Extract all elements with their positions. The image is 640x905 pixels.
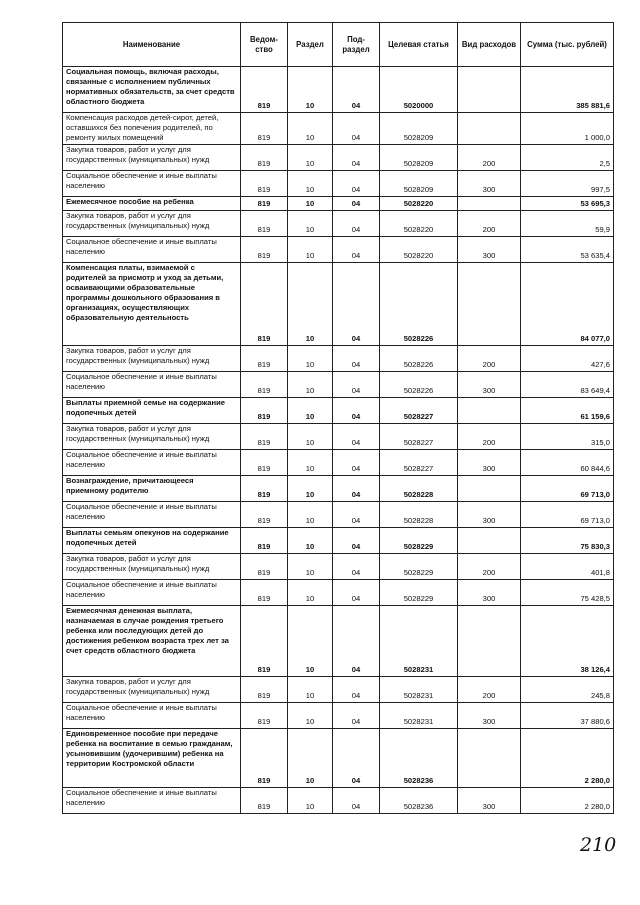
table-row: [63, 502, 614, 528]
cell-exptype: [458, 263, 521, 346]
cell-subsection: 04: [333, 113, 380, 145]
cell-section: 10: [288, 528, 333, 554]
cell-target: 5028226: [380, 346, 458, 372]
cell-exptype: 300: [458, 171, 521, 197]
cell-sum: 2 280,0: [521, 788, 614, 814]
cell-target: 5028209: [380, 113, 458, 145]
header-exptype: Вид расходов: [458, 23, 521, 67]
table-row: [63, 237, 614, 263]
cell-section: 10: [288, 424, 333, 450]
cell-dept: 819: [241, 502, 288, 528]
cell-sum: 2,5: [521, 145, 614, 171]
cell-dept: 819: [241, 729, 288, 788]
cell-section: 10: [288, 476, 333, 502]
header-sum: Сумма (тыс. рублей): [521, 23, 614, 67]
cell-sum: 1 000,0: [521, 113, 614, 145]
cell-dept: 819: [241, 171, 288, 197]
cell-subsection: 04: [333, 476, 380, 502]
cell-exptype: 200: [458, 211, 521, 237]
cell-sum: 315,0: [521, 424, 614, 450]
table-row: [63, 729, 614, 788]
cell-sum: 997,5: [521, 171, 614, 197]
cell-subsection: 04: [333, 502, 380, 528]
cell-section: 10: [288, 171, 333, 197]
cell-name: Закупка товаров, работ и услуг для государственных (муниципальных) нужд: [63, 211, 241, 237]
cell-sum: 75 830,3: [521, 528, 614, 554]
cell-target: 5028228: [380, 476, 458, 502]
cell-subsection: 04: [333, 145, 380, 171]
cell-name: Социальное обеспечение и иные выплаты населению: [63, 171, 241, 197]
cell-section: 10: [288, 606, 333, 677]
cell-subsection: 04: [333, 211, 380, 237]
table-row: [63, 788, 614, 814]
cell-section: 10: [288, 450, 333, 476]
cell-section: 10: [288, 237, 333, 263]
table-row: [63, 677, 614, 703]
cell-name: Закупка товаров, работ и услуг для государственных (муниципальных) нужд: [63, 145, 241, 171]
cell-sum: 401,8: [521, 554, 614, 580]
cell-dept: 819: [241, 372, 288, 398]
header-name: Наименование: [63, 23, 241, 67]
cell-section: 10: [288, 67, 333, 113]
cell-sum: 37 880,6: [521, 703, 614, 729]
cell-name: Социальное обеспечение и иные выплаты населению: [63, 788, 241, 814]
cell-target: 5028226: [380, 263, 458, 346]
cell-target: 5028227: [380, 424, 458, 450]
cell-sum: 2 280,0: [521, 729, 614, 788]
cell-exptype: [458, 398, 521, 424]
table-header-row: [63, 23, 614, 67]
cell-name: Социальное обеспечение и иные выплаты населению: [63, 703, 241, 729]
cell-name: Выплаты семьям опекунов на содержание подопечных детей: [63, 528, 241, 554]
cell-subsection: 04: [333, 554, 380, 580]
cell-target: 5028229: [380, 580, 458, 606]
cell-exptype: 300: [458, 502, 521, 528]
cell-name: Вознаграждение, причитающееся приемному родителю: [63, 476, 241, 502]
cell-name: Социальное обеспечение и иные выплаты населению: [63, 372, 241, 398]
budget-table: [62, 22, 614, 814]
cell-dept: 819: [241, 398, 288, 424]
cell-exptype: 300: [458, 450, 521, 476]
cell-section: 10: [288, 502, 333, 528]
cell-sum: 245,8: [521, 677, 614, 703]
cell-dept: 819: [241, 145, 288, 171]
cell-exptype: [458, 606, 521, 677]
cell-dept: 819: [241, 554, 288, 580]
table-row: [63, 263, 614, 346]
cell-section: 10: [288, 263, 333, 346]
cell-target: 5028229: [380, 554, 458, 580]
cell-dept: 819: [241, 211, 288, 237]
cell-name: Единовременное пособие при передаче ребенка на воспитание в семью гражданам, усыновившим (удочерившим) ребенка на территории Костромской области: [63, 729, 241, 788]
cell-target: 5028220: [380, 211, 458, 237]
cell-name: Социальное обеспечение и иные выплаты населению: [63, 502, 241, 528]
cell-subsection: 04: [333, 67, 380, 113]
cell-target: 5028229: [380, 528, 458, 554]
cell-subsection: 04: [333, 372, 380, 398]
cell-target: 5028209: [380, 171, 458, 197]
cell-dept: 819: [241, 788, 288, 814]
cell-target: 5028227: [380, 450, 458, 476]
cell-sum: 75 428,5: [521, 580, 614, 606]
cell-name: Ежемесячное пособие на ребенка: [63, 197, 241, 211]
cell-target: 5028231: [380, 677, 458, 703]
cell-section: 10: [288, 113, 333, 145]
table-row: [63, 67, 614, 113]
cell-section: 10: [288, 554, 333, 580]
cell-subsection: 04: [333, 237, 380, 263]
cell-dept: 819: [241, 606, 288, 677]
table-body: [63, 67, 614, 814]
cell-section: 10: [288, 580, 333, 606]
cell-exptype: [458, 113, 521, 145]
cell-name: Компенсация платы, взимаемой с родителей за присмотр и уход за детьми, осваивающими образовательные программы дошкольного образования в организациях, осуществляющих образовательную деятельность: [63, 263, 241, 346]
table-row: [63, 476, 614, 502]
cell-subsection: 04: [333, 528, 380, 554]
cell-dept: 819: [241, 424, 288, 450]
cell-target: 5028231: [380, 703, 458, 729]
cell-target: 5028236: [380, 788, 458, 814]
cell-sum: 61 159,6: [521, 398, 614, 424]
cell-exptype: [458, 67, 521, 113]
cell-dept: 819: [241, 237, 288, 263]
cell-subsection: 04: [333, 424, 380, 450]
cell-section: 10: [288, 145, 333, 171]
cell-subsection: 04: [333, 677, 380, 703]
header-target: Целевая статья: [380, 23, 458, 67]
cell-sum: 385 881,6: [521, 67, 614, 113]
table-row: [63, 113, 614, 145]
cell-exptype: 200: [458, 145, 521, 171]
cell-section: 10: [288, 788, 333, 814]
cell-sum: 60 844,6: [521, 450, 614, 476]
cell-name: Социальная помощь, включая расходы, связанные с исполнением публичных нормативных обязательств, за счет средств областного бюджета: [63, 67, 241, 113]
cell-target: 5020000: [380, 67, 458, 113]
cell-section: 10: [288, 677, 333, 703]
cell-exptype: [458, 476, 521, 502]
header-subsection: Под-раздел: [333, 23, 380, 67]
cell-subsection: 04: [333, 606, 380, 677]
cell-dept: 819: [241, 450, 288, 476]
cell-sum: 38 126,4: [521, 606, 614, 677]
cell-sum: 427,6: [521, 346, 614, 372]
cell-subsection: 04: [333, 346, 380, 372]
cell-exptype: 300: [458, 580, 521, 606]
cell-subsection: 04: [333, 703, 380, 729]
cell-dept: 819: [241, 197, 288, 211]
table-row: [63, 554, 614, 580]
cell-subsection: 04: [333, 398, 380, 424]
cell-name: Социальное обеспечение и иные выплаты населению: [63, 237, 241, 263]
table-row: [63, 145, 614, 171]
cell-target: 5028209: [380, 145, 458, 171]
cell-name: Закупка товаров, работ и услуг для государственных (муниципальных) нужд: [63, 677, 241, 703]
cell-dept: 819: [241, 476, 288, 502]
cell-sum: 69 713,0: [521, 476, 614, 502]
cell-exptype: 300: [458, 372, 521, 398]
cell-dept: 819: [241, 580, 288, 606]
cell-dept: 819: [241, 263, 288, 346]
table-row: [63, 171, 614, 197]
cell-target: 5028227: [380, 398, 458, 424]
table-row: [63, 197, 614, 211]
cell-name: Закупка товаров, работ и услуг для государственных (муниципальных) нужд: [63, 554, 241, 580]
cell-name: Выплаты приемной семье на содержание подопечных детей: [63, 398, 241, 424]
cell-sum: 69 713,0: [521, 502, 614, 528]
table-row: [63, 424, 614, 450]
cell-section: 10: [288, 197, 333, 211]
cell-exptype: 300: [458, 703, 521, 729]
table-row: [63, 211, 614, 237]
cell-name: Ежемесячная денежная выплата, назначаемая в случае рождения третьего ребенка или последующих детей до достижения ребенком возраста трех лет за счет средств областного бюджета: [63, 606, 241, 677]
cell-dept: 819: [241, 346, 288, 372]
table-row: [63, 703, 614, 729]
table-row: [63, 450, 614, 476]
cell-name: Социальное обеспечение и иные выплаты населению: [63, 450, 241, 476]
cell-dept: 819: [241, 113, 288, 145]
cell-exptype: 200: [458, 424, 521, 450]
header-dept: Ведом-ство: [241, 23, 288, 67]
cell-target: 5028236: [380, 729, 458, 788]
cell-section: 10: [288, 372, 333, 398]
cell-dept: 819: [241, 67, 288, 113]
cell-dept: 819: [241, 703, 288, 729]
table-row: [63, 606, 614, 677]
cell-subsection: 04: [333, 729, 380, 788]
cell-subsection: 04: [333, 197, 380, 211]
cell-subsection: 04: [333, 263, 380, 346]
cell-sum: 59,9: [521, 211, 614, 237]
cell-section: 10: [288, 398, 333, 424]
header-section: Раздел: [288, 23, 333, 67]
cell-sum: 53 635,4: [521, 237, 614, 263]
cell-name: Закупка товаров, работ и услуг для государственных (муниципальных) нужд: [63, 424, 241, 450]
table-row: [63, 580, 614, 606]
cell-name: Закупка товаров, работ и услуг для государственных (муниципальных) нужд: [63, 346, 241, 372]
cell-target: 5028220: [380, 237, 458, 263]
cell-subsection: 04: [333, 450, 380, 476]
cell-exptype: 300: [458, 237, 521, 263]
table-row: [63, 398, 614, 424]
cell-dept: 819: [241, 528, 288, 554]
cell-target: 5028228: [380, 502, 458, 528]
cell-exptype: 200: [458, 554, 521, 580]
table-row: [63, 528, 614, 554]
cell-dept: 819: [241, 677, 288, 703]
table-row: [63, 346, 614, 372]
cell-section: 10: [288, 211, 333, 237]
cell-name: Компенсация расходов детей-сирот, детей, оставшихся без попечения родителей, по ремонту жилых помещений: [63, 113, 241, 145]
cell-exptype: [458, 729, 521, 788]
page-number: 210: [580, 834, 617, 856]
cell-target: 5028231: [380, 606, 458, 677]
cell-subsection: 04: [333, 580, 380, 606]
cell-section: 10: [288, 346, 333, 372]
cell-sum: 53 695,3: [521, 197, 614, 211]
cell-target: 5028226: [380, 372, 458, 398]
cell-section: 10: [288, 729, 333, 788]
cell-exptype: [458, 528, 521, 554]
cell-section: 10: [288, 703, 333, 729]
cell-exptype: [458, 197, 521, 211]
cell-target: 5028220: [380, 197, 458, 211]
cell-exptype: 200: [458, 346, 521, 372]
cell-subsection: 04: [333, 788, 380, 814]
table-row: [63, 372, 614, 398]
cell-exptype: 300: [458, 788, 521, 814]
cell-exptype: 200: [458, 677, 521, 703]
cell-sum: 84 077,0: [521, 263, 614, 346]
cell-sum: 83 649,4: [521, 372, 614, 398]
cell-subsection: 04: [333, 171, 380, 197]
cell-name: Социальное обеспечение и иные выплаты населению: [63, 580, 241, 606]
